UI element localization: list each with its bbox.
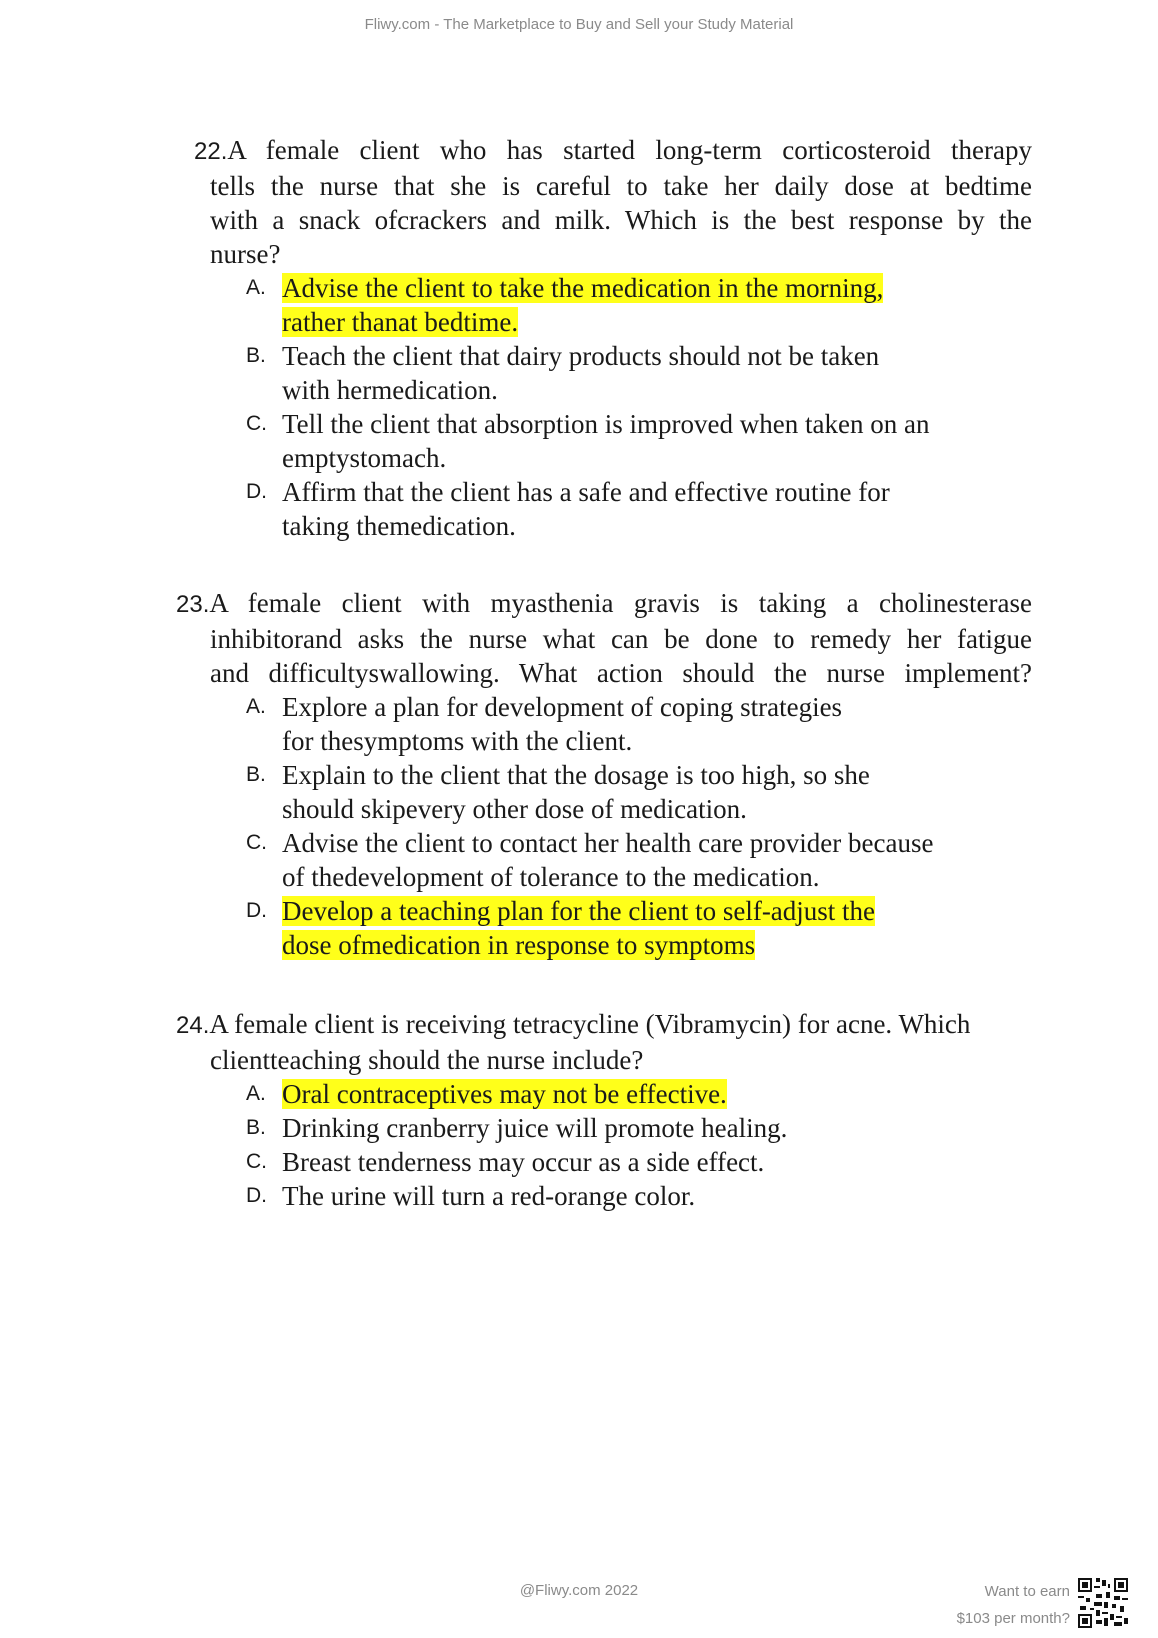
option-d: D. The urine will turn a red-orange color. (246, 1181, 696, 1211)
answer-options (246, 1077, 1032, 1213)
footer-copyright: @Fliwy.com 2022 (519, 1582, 639, 1599)
option-a: A. Oral contraceptives may not be effective. (246, 1079, 727, 1109)
footer-promo[interactable] (957, 1578, 1070, 1632)
option-b: B. Teach the client that dairy products should not be taken with hermedication. (246, 341, 880, 405)
option-b: B. Drinking cranberry juice will promote healing. (246, 1113, 788, 1143)
stem-line: clientteaching should the nurse include? (210, 1045, 644, 1075)
question-number: 22. (194, 138, 228, 165)
stem-line: nurse? (210, 239, 281, 269)
stem-line: A female client who has started long-term corticosteroid therapy (227, 135, 1032, 165)
question-23 (172, 586, 1032, 962)
question-24 (172, 1007, 1032, 1213)
option-c: C. Tell the client that absorption is improved when taken on an emptystomach. (246, 409, 930, 473)
question-22 (172, 133, 1032, 543)
question-stem (172, 1007, 1032, 1077)
stem-line: with a snack ofcrackers and milk. Which is the best response by the (210, 205, 1032, 235)
qr-code-icon[interactable] (1078, 1578, 1128, 1628)
option-c: C. Advise the client to contact her health care provider because of thedevelopment of tolerance to the medication. (246, 828, 934, 892)
stem-line: and difficultyswallowing. What action should the nurse implement? (210, 658, 1032, 688)
stem-line: tells the nurse that she is careful to take her daily dose at bedtime (210, 171, 1032, 201)
promo-line-2: $103 per month? (956, 1610, 1070, 1627)
question-number: 24. (176, 1012, 210, 1039)
option-b: B. Explain to the client that the dosage is too high, so she should skipevery other dose of medication. (246, 760, 870, 824)
answer-options (246, 690, 1032, 962)
question-stem (172, 133, 1032, 271)
stem-line: A female client with myasthenia gravis is taking a cholinesterase (209, 588, 1032, 618)
option-c: C. Breast tenderness may occur as a side effect. (246, 1147, 765, 1177)
option-d: D. Affirm that the client has a safe and effective routine for taking themedication. (246, 477, 890, 541)
page-header: Fliwy.com - The Marketplace to Buy and Sell your Study Material (364, 16, 794, 33)
stem-line: inhibitorand asks the nurse what can be done to remedy her fatigue (210, 624, 1032, 654)
answer-options (246, 271, 1032, 543)
promo-line-1: Want to earn (984, 1583, 1070, 1600)
question-stem (172, 586, 1032, 690)
option-d: D. Develop a teaching plan for the client to self-adjust the dose ofmedication in response to symptoms (246, 896, 876, 960)
option-a: A. Advise the client to take the medication in the morning, rather thanat bedtime. (246, 273, 884, 337)
question-number: 23. (176, 591, 210, 618)
option-a: A. Explore a plan for development of coping strategies for thesymptoms with the client. (246, 692, 843, 756)
stem-line: A female client is receiving tetracycline (Vibramycin) for acne. Which (209, 1009, 971, 1039)
